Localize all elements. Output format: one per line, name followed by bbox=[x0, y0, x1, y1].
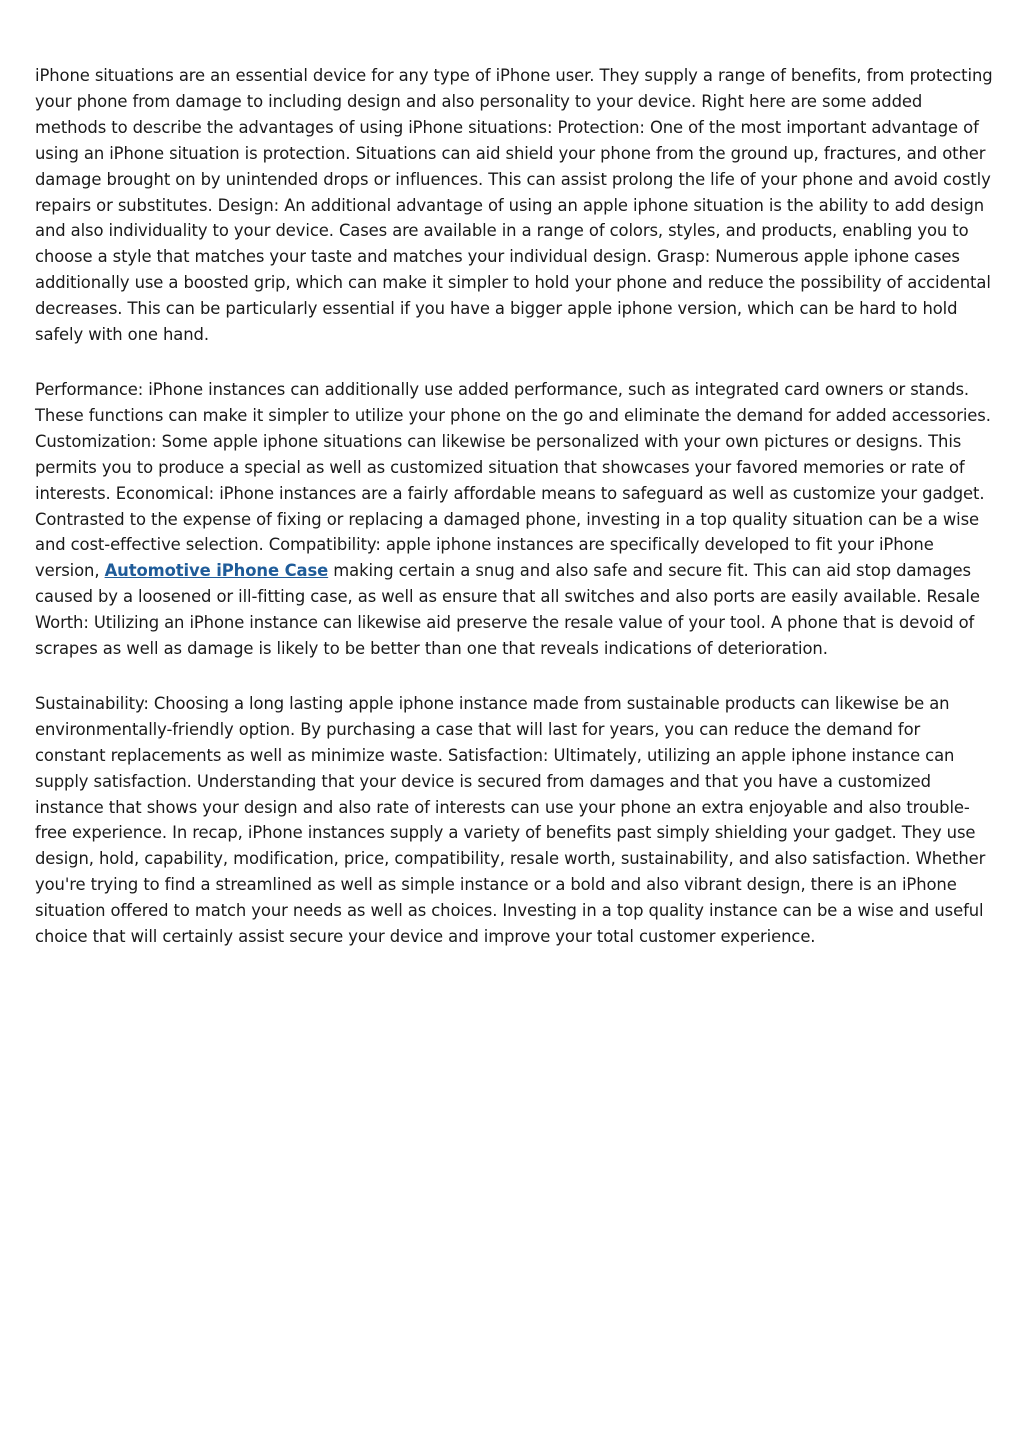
automotive-iphone-case-link[interactable]: Automotive iPhone Case bbox=[104, 561, 329, 581]
paragraph-1: iPhone situations are an essential device for any type of iPhone user. They supply a range of benefits, from protecting your phone from damage to including design and also personality to your device. Right here are some added methods to describe the advantages of using iPhone situations: Protection: One of the most important advantage of using an iPhone situation is protection. Situations can aid shield your phone from the ground up, fractures, and other damage brought on by unintended drops or influences. This can assist prolong the life of your phone and avoid costly repairs or substitutes. Design: An additional advantage of using an apple iphone situation is the ability to add design and also individuality to your device. Cases are available in a range of colors, styles, and products, enabling you to choose a style that matches your taste and matches your individual design. Grasp: Numerous apple iphone cases additionally use a boosted grip, which can make it simpler to hold your phone and reduce the possibility of accidental decreases. This can be particularly essential if you have a bigger apple iphone version, which can be hard to hold safely with one hand. bbox=[35, 66, 993, 345]
paragraph-2-text-after-link: making certain a snug and also safe and secure fit. This can aid stop damages caused by a loosened or ill-fitting case, as well as ensure that all switches and also ports are easily available. Resale Worth: Utilizing an iPhone instance can likewise aid preserve the resale value of your tool. A phone that is devoid of scrapes as well as damage is likely to be better than one that reveals indications of deterioration. bbox=[35, 561, 980, 659]
paragraph-2-text-before-link: Performance: iPhone instances can additionally use added performance, such as integrated card owners or stands. These functions can make it simpler to utilize your phone on the go and eliminate the demand for added accessories. Customization: Some apple iphone situations can likewise be personalized with your own pictures or designs. This permits you to produce a special as well as customized situation that showcases your favored memories or rate of interests. Economical: iPhone instances are a fairly affordable means to safeguard as well as customize your gadget. Contrasted to the expense of fixing or replacing a damaged phone, investing in a top quality situation can be a wise and cost-effective selection. Compatibility: apple iphone instances are specifically developed to fit your iPhone version, bbox=[35, 379, 991, 581]
paragraph-3: Sustainability: Choosing a long lasting apple iphone instance made from sustainable products can likewise be an environmentally-friendly option. By purchasing a case that will last for years, you can reduce the demand for constant replacements as well as minimize waste. Satisfaction: Ultimately, utilizing an apple iphone instance can supply satisfaction. Understanding that your device is secured from damages and that you have a customized instance that shows your design and also rate of interests can use your phone an extra enjoyable and also trouble-free experience. In recap, iPhone instances supply a variety of benefits past simply shielding your gadget. They use design, hold, capability, modification, price, compatibility, resale worth, sustainability, and also satisfaction. Whether you're trying to find a streamlined as well as simple instance or a bold and also vibrant design, there is an iPhone situation offered to match your needs as well as choices. Investing in a top quality instance can be a wise and useful choice that will certainly assist secure your device and improve your total customer experience. bbox=[35, 693, 986, 947]
document-body bbox=[35, 63, 995, 979]
paragraph-2 bbox=[35, 377, 995, 662]
